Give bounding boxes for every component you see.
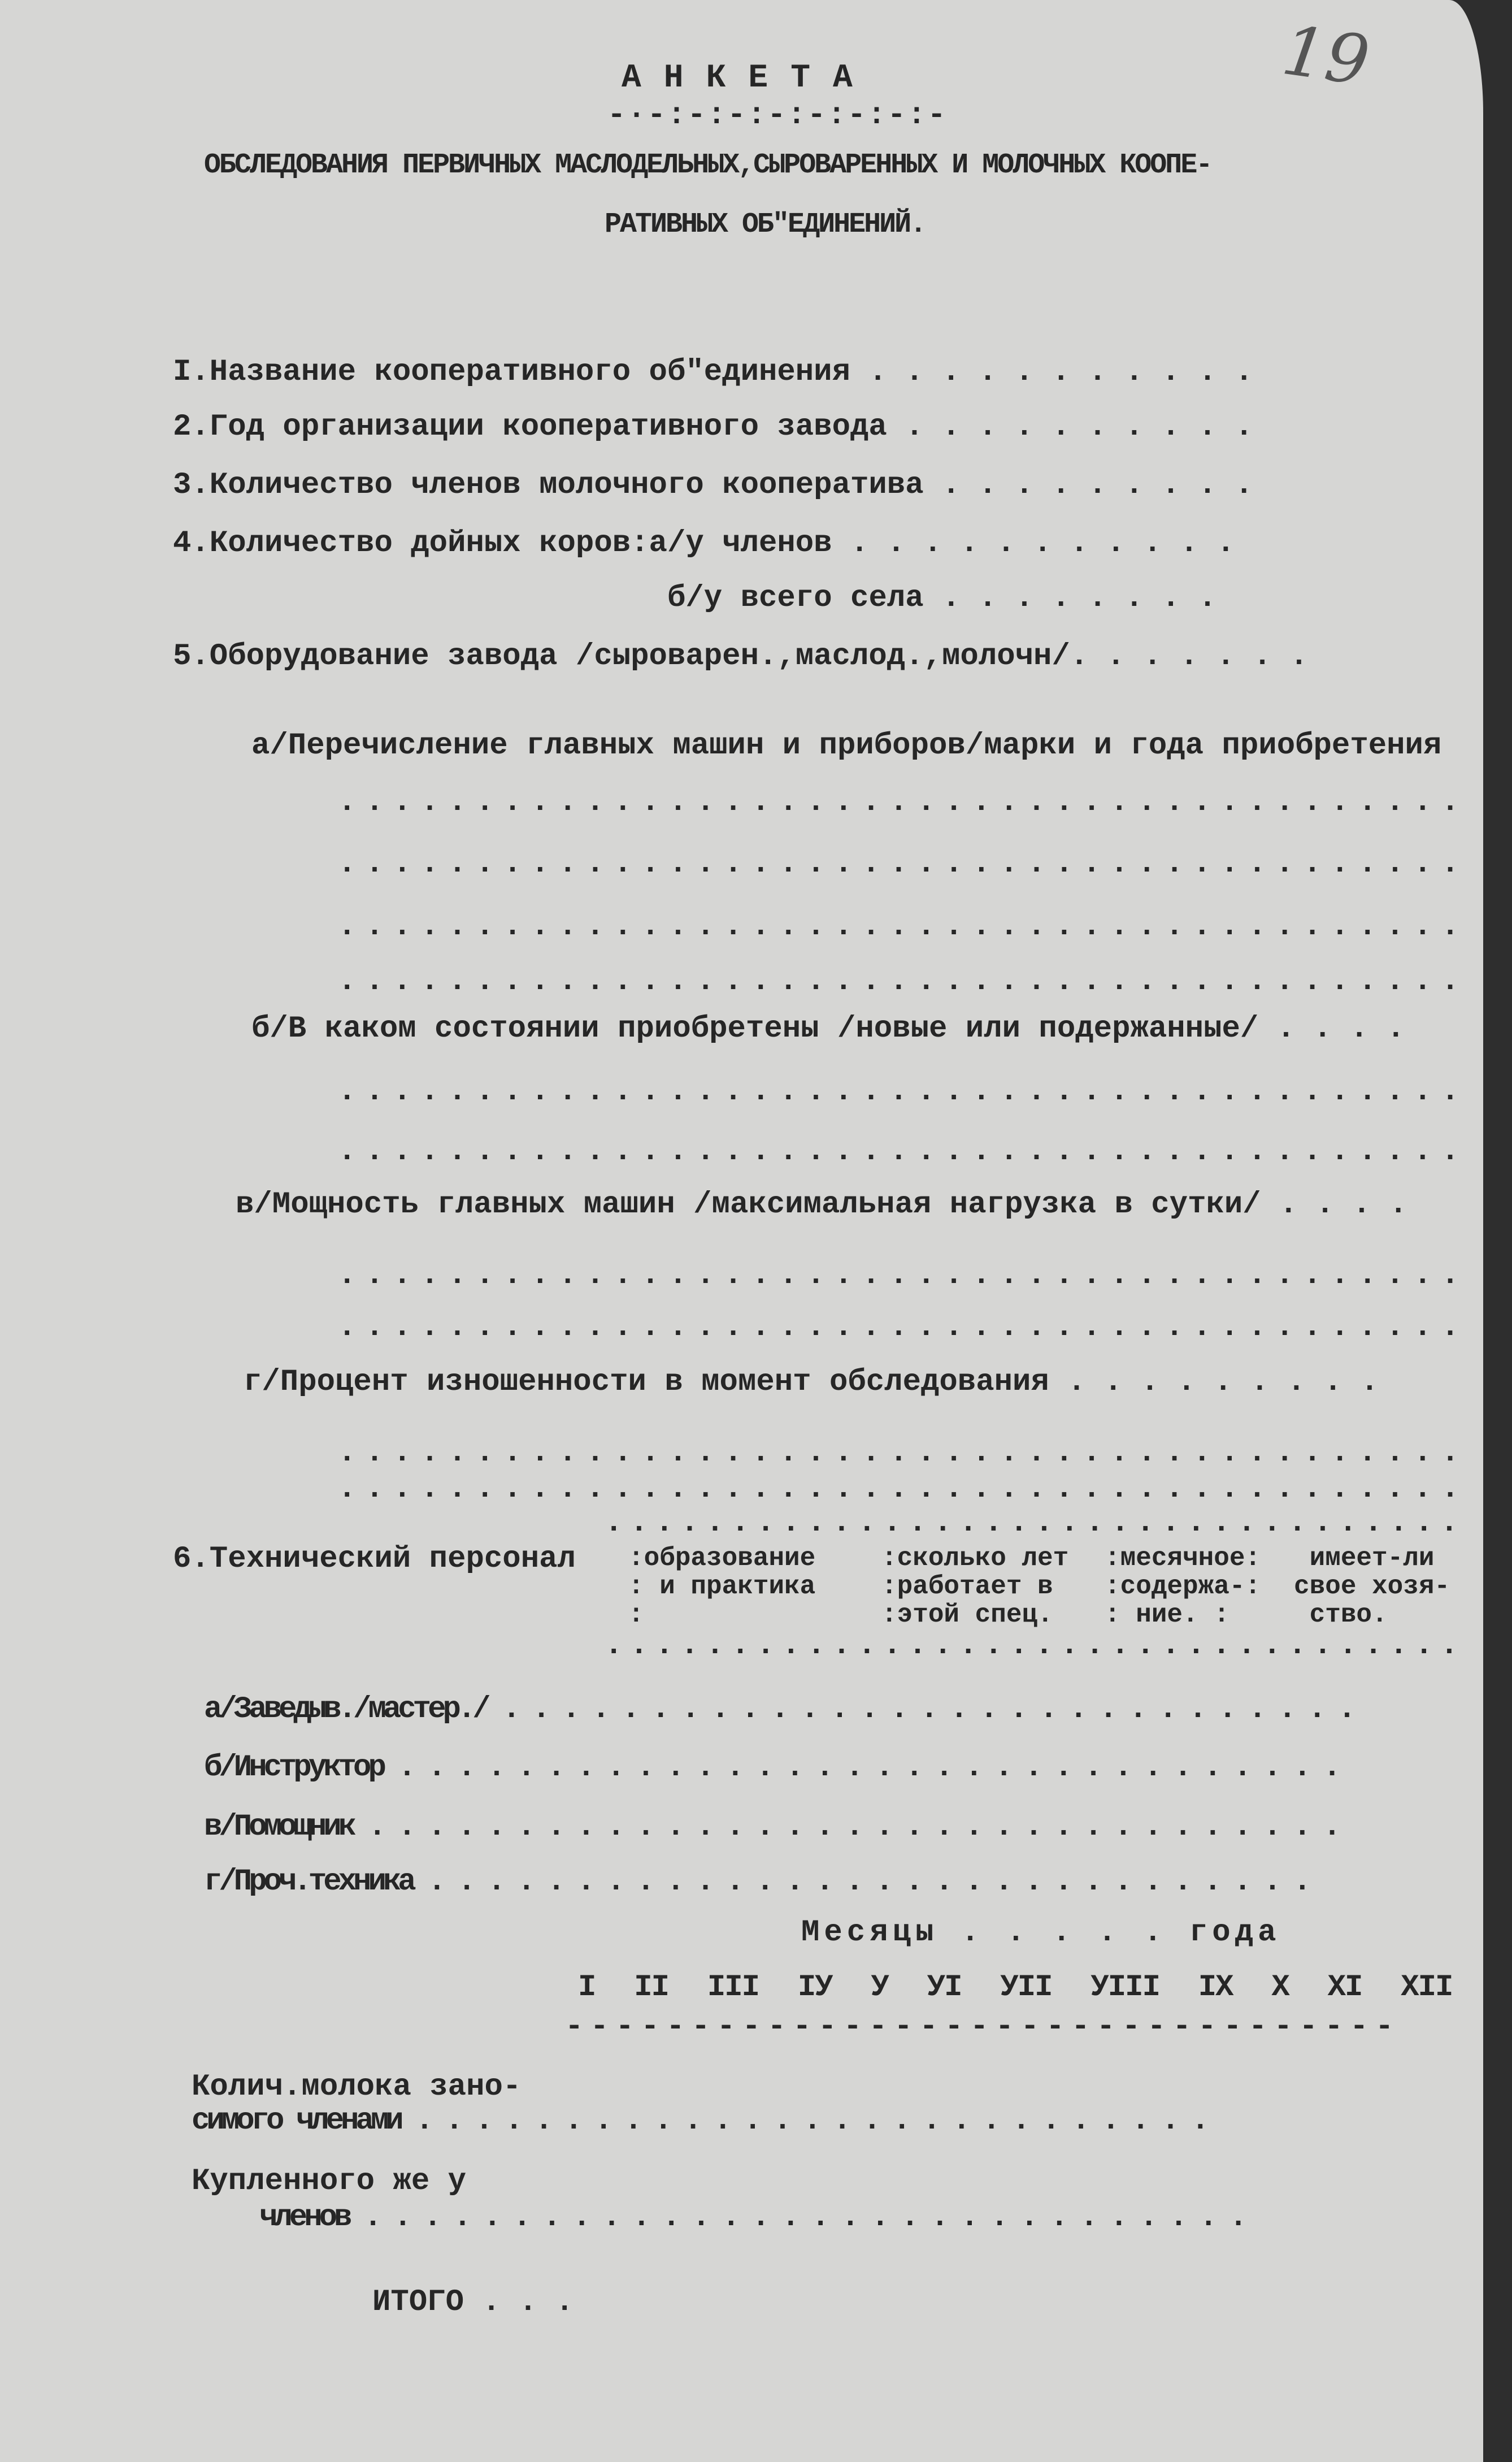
column-own-farm: имеет-ли свое хозя- ство. — [1294, 1544, 1450, 1629]
total-label: ИТОГО . . . — [372, 2285, 574, 2320]
document-title: АНКЕТА — [622, 60, 875, 97]
milk-purchased-label-1: Купленного же у — [192, 2164, 467, 2199]
answer-leader: . . . . . . . . . . . . . . . . . . . . . . . . . . . . . . . . . . . . . . . . . — [338, 1258, 1455, 1293]
subtitle-line-2: РАТИВНЫХ ОБ"ЕДИНЕНИЙ. — [605, 209, 926, 241]
question-5b: б/В каком состоянии приобретены /новые или подержанные/ . . . . — [251, 1012, 1405, 1046]
table-top-rule: . . . . . . . . . . . . . . . . . . . . . . . . . . . . . . . . . . — [605, 1506, 1453, 1540]
column-education: :образование : и практика : — [628, 1544, 816, 1629]
answer-leader: . . . . . . . . . . . . . . . . . . . . . . . . . . . . . . . . . . . . . . . . . — [338, 964, 1455, 999]
question-5d: г/Процент изношенности в момент обследования . . . . . . . . . — [244, 1365, 1379, 1399]
answer-leader: . . . . . . . . . . . . . . . . . . . . . . . . . . . . . . . . . . . . . . . . . — [338, 1472, 1455, 1506]
question-1: I.Название кооперативного об"единения . . . . . . . . . . . — [173, 355, 1253, 389]
staff-row: г/Проч.техника . . . . . . . . . . . . . . . . . . . . . . . . . . . . . . — [204, 1865, 1308, 1899]
months-heading: Месяцы . . . . . года — [801, 1915, 1281, 1950]
answer-leader: . . . . . . . . . . . . . . . . . . . . . . . . . . . . . . . . . . . . . . . . . — [338, 847, 1455, 881]
handwritten-page-number: 19 — [1278, 11, 1374, 101]
staff-row: в/Помощник . . . . . . . . . . . . . . . . . . . . . . . . . . . . . . . . . — [204, 1810, 1338, 1844]
question-4b: б/у всего села . . . . . . . . — [667, 581, 1217, 616]
staff-row: б/Инструктор . . . . . . . . . . . . . . . . . . . . . . . . . . . . . . . . — [204, 1750, 1338, 1785]
month-numerals: I II III IУ У УI УII УIII IX X XI XII — [578, 1970, 1453, 2005]
staff-row: а/Заведыв./мастер./ . . . . . . . . . . . . . . . . . . . . . . . . . . . . . — [204, 1692, 1353, 1727]
milk-delivered-label-1: Колич.молока зано- — [192, 2070, 522, 2104]
question-5c: в/Мощность главных машин /максимальная нагрузка в сутки/ . . . . — [236, 1187, 1407, 1222]
months-rule: - - - - - - - - - - - - - - - - - - - - - - - - - - - - - - - - - — [565, 2010, 1388, 2044]
answer-leader: . . . . . . . . . . . . . . . . . . . . . . . . . . . . . . . . . . . . . . . . . — [338, 1310, 1455, 1345]
question-5: 5.Оборудование завода /сыроварен.,маслод.,молочн/. . . . . . . — [173, 639, 1309, 674]
subtitle-line-1: ОБСЛЕДОВАНИЯ ПЕРВИЧНЫХ МАСЛОДЕЛЬНЫХ,СЫРОВАРЕННЫХ И МОЛОЧНЫХ КООПЕ- — [204, 149, 1211, 181]
question-3: 3.Количество членов молочного кооператива . . . . . . . . . — [173, 468, 1253, 502]
milk-delivered-label-2: симого членами . . . . . . . . . . . . . . . . . . . . . . . . . . . — [192, 2104, 1206, 2138]
answer-leader: . . . . . . . . . . . . . . . . . . . . . . . . . . . . . . . . . . . . . . . . . — [338, 785, 1455, 820]
table-header-rule: . . . . . . . . . . . . . . . . . . . . . . . . . . . . . . . . . . — [605, 1628, 1453, 1663]
answer-leader: . . . . . . . . . . . . . . . . . . . . . . . . . . . . . . . . . . . . . . . . . — [338, 1134, 1455, 1169]
milk-purchased-label-2: членов . . . . . . . . . . . . . . . . . . . . . . . . . . . . . . — [259, 2200, 1244, 2235]
staff-label: 6.Технический персонал — [173, 1542, 576, 1576]
answer-leader: . . . . . . . . . . . . . . . . . . . . . . . . . . . . . . . . . . . . . . . . . — [338, 1074, 1455, 1109]
title-ornament: -·-:-:-:-:-:-:-:- — [607, 98, 948, 133]
question-5a: а/Перечисление главных машин и приборов/марки и года приобретения — [251, 729, 1442, 763]
column-years: :сколько лет :работает в :этой спец. — [881, 1544, 1069, 1629]
question-4: 4.Количество дойных коров:а/у членов . . . . . . . . . . . — [173, 526, 1235, 561]
answer-leader: . . . . . . . . . . . . . . . . . . . . . . . . . . . . . . . . . . . . . . . . . — [338, 1436, 1455, 1470]
column-salary: :месячное: :содержа-: : ние. : — [1105, 1544, 1261, 1629]
question-2: 2.Год организации кооперативного завода . . . . . . . . . . — [173, 410, 1253, 444]
answer-leader: . . . . . . . . . . . . . . . . . . . . . . . . . . . . . . . . . . . . . . . . . — [338, 909, 1455, 944]
